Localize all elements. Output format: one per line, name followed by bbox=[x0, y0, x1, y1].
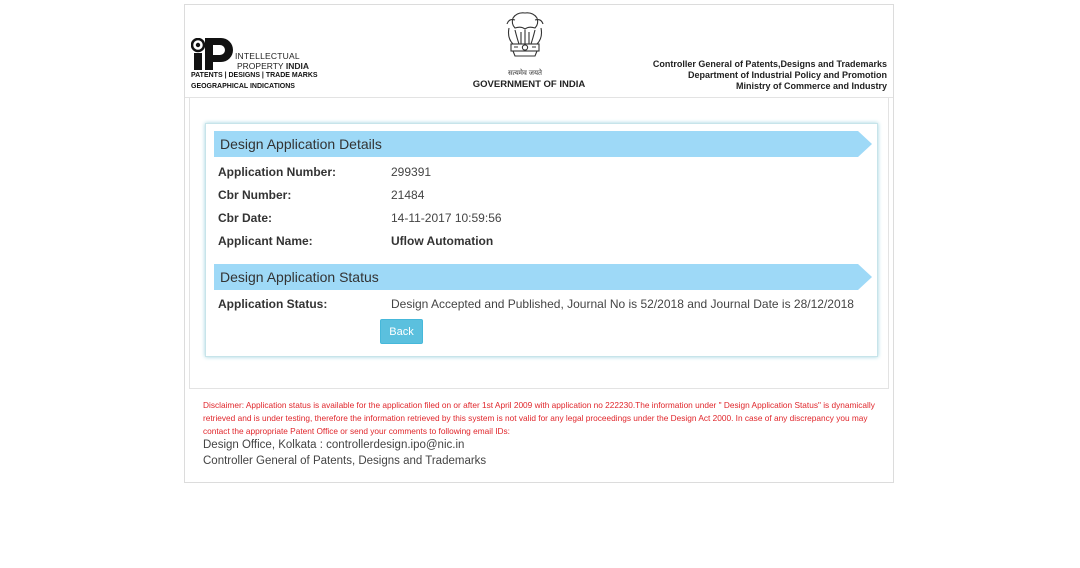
ip-logo-property: PROPERTY bbox=[237, 61, 286, 71]
status-section-header bbox=[214, 264, 872, 290]
field-label: Application Status: bbox=[218, 297, 328, 311]
field-value: Uflow Automation bbox=[391, 234, 494, 248]
controller-general-line: Controller General of Patents, Designs and Trademarks bbox=[203, 455, 487, 467]
section-bar-arrow bbox=[858, 264, 872, 290]
field-value: 14-11-2017 10:59:56 bbox=[391, 211, 502, 225]
organization-info bbox=[653, 59, 887, 92]
motto-text: सत्यमेव जयते bbox=[507, 70, 543, 77]
field-value: 299391 bbox=[391, 165, 432, 179]
ip-logo-line1: INTELLECTUAL bbox=[235, 51, 300, 61]
field-label: Cbr Date: bbox=[218, 211, 273, 225]
ip-logo-line2 bbox=[237, 62, 309, 71]
details-section-title: Design Application Details bbox=[220, 136, 382, 152]
section-bar-arrow bbox=[858, 131, 872, 157]
disclaimer-text: Disclaimer: Application status is available for the application filed on or after 1st April 2009 with application no 222230.The information under " Design Application Status" is dynamically retrieved and is under testing, therefore the information retrieved by this system is not valid for any legal proceedings under the Design Act 2000. In case of any discrepancy you may contact the appropriate Patent Office or send your comments to following email IDs: bbox=[203, 400, 875, 436]
ip-india-logo bbox=[191, 38, 331, 94]
main-content bbox=[189, 97, 889, 389]
org-line-controller: Controller General of Patents,Designs and Trademarks bbox=[652, 59, 887, 69]
back-button[interactable]: Back bbox=[380, 319, 423, 344]
details-section-header bbox=[214, 131, 872, 157]
government-of-india-label: GOVERNMENT OF INDIA bbox=[472, 79, 586, 90]
application-card bbox=[205, 123, 878, 357]
field-value: Design Accepted and Published, Journal No is 52/2018 and Journal Date is 28/12/2018 bbox=[391, 297, 854, 311]
field-label: Applicant Name: bbox=[218, 234, 313, 248]
field-label: Application Number: bbox=[218, 165, 337, 179]
ip-logo-line3: PATENTS | DESIGNS | TRADE MARKS bbox=[191, 72, 318, 79]
state-emblem-icon bbox=[497, 10, 553, 74]
status-section-title: Design Application Status bbox=[220, 269, 379, 285]
org-line-ministry: Ministry of Commerce and Industry bbox=[735, 81, 887, 91]
page-container bbox=[184, 4, 894, 483]
page-header bbox=[185, 5, 893, 98]
org-line-department: Department of Industrial Policy and Promotion bbox=[687, 70, 887, 80]
field-value: 21484 bbox=[391, 188, 425, 202]
ip-logo-icon bbox=[191, 38, 235, 70]
ip-logo-india: INDIA bbox=[285, 61, 309, 71]
ip-logo-line4: GEOGRAPHICAL INDICATIONS bbox=[191, 83, 295, 90]
design-office-contact: Design Office, Kolkata : controllerdesign.ipo@nic.in bbox=[203, 439, 465, 451]
field-label: Cbr Number: bbox=[218, 188, 292, 202]
